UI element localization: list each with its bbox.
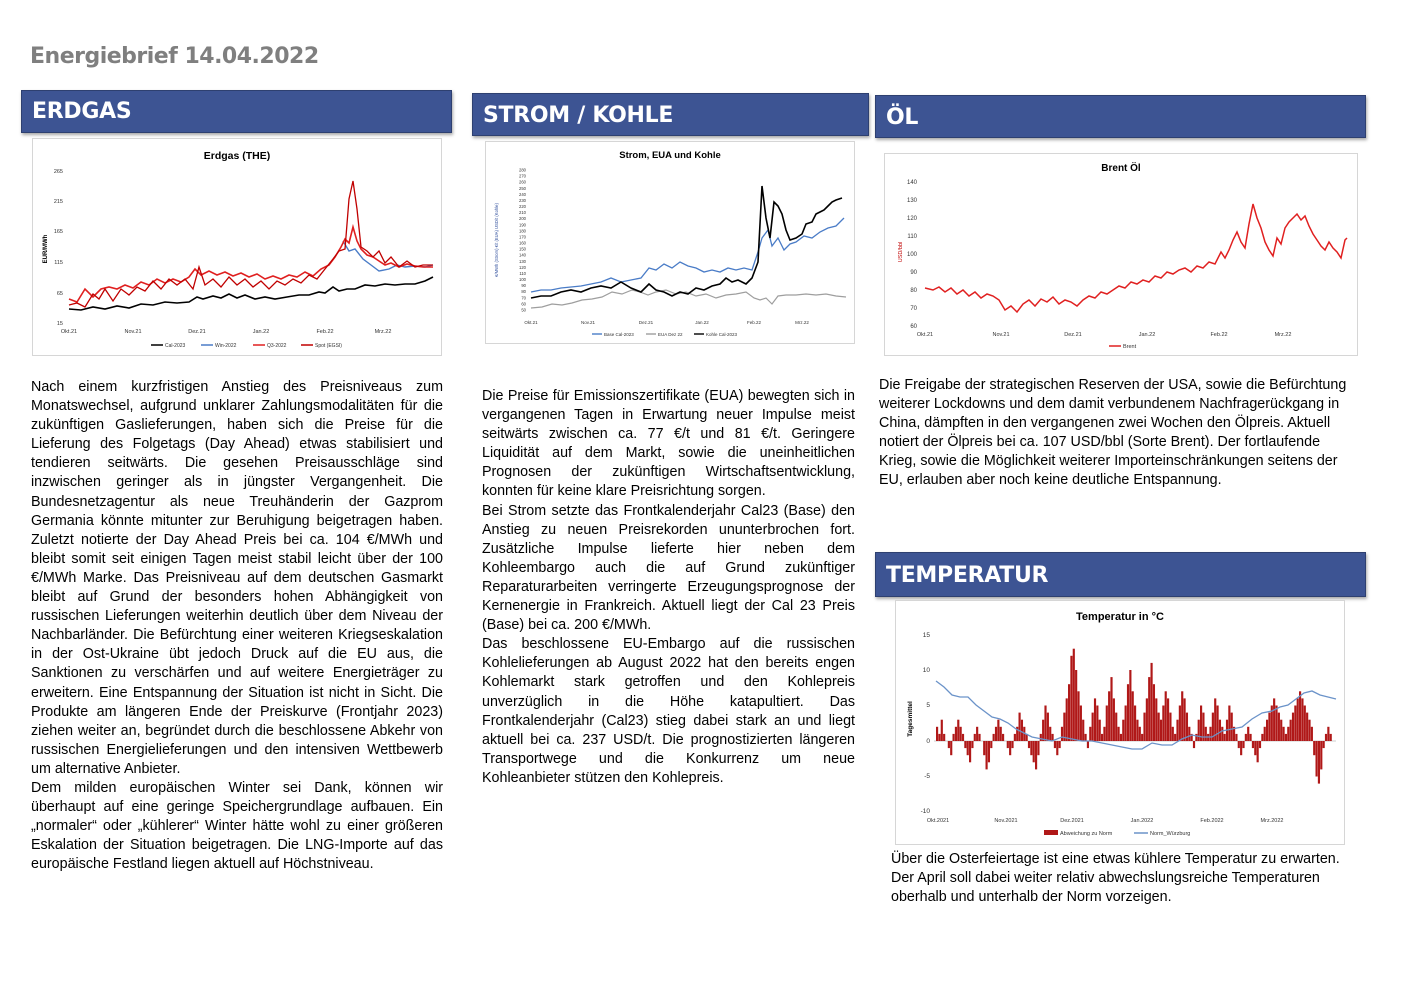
- deviation-bar: [941, 720, 943, 741]
- deviation-bar: [1238, 741, 1240, 748]
- x-tick: Dez.21: [188, 329, 206, 335]
- deviation-bar: [1101, 734, 1103, 741]
- deviation-bar: [1320, 741, 1322, 769]
- y-tick: -5: [924, 773, 930, 780]
- oel-text: [879, 376, 1357, 491]
- deviation-bar: [1037, 741, 1039, 755]
- x-tick: Feb.22: [316, 329, 334, 335]
- x-tick: Mrz.22: [795, 320, 809, 325]
- deviation-bar: [950, 741, 952, 755]
- x-tick: Okt.21: [60, 329, 78, 335]
- deviation-bar: [1224, 734, 1226, 741]
- deviation-bar: [988, 741, 990, 762]
- deviation-bar: [978, 734, 980, 741]
- deviation-bar: [1141, 734, 1143, 741]
- deviation-bar: [967, 741, 969, 755]
- deviation-bar: [1217, 706, 1219, 742]
- deviation-bar: [1092, 713, 1094, 741]
- deviation-bar: [1221, 727, 1223, 741]
- y-tick: 150: [519, 246, 526, 252]
- y-tick: 250: [519, 185, 526, 191]
- deviation-bar: [1148, 677, 1150, 741]
- deviation-bar: [1118, 727, 1120, 741]
- deviation-bar: [962, 734, 964, 741]
- series-cal-2023: [69, 277, 433, 310]
- deviation-bar: [1106, 706, 1108, 742]
- deviation-bar: [995, 727, 997, 741]
- deviation-bar: [1176, 720, 1178, 741]
- x-tick: Feb.22: [746, 320, 762, 325]
- deviation-bar: [1167, 698, 1169, 741]
- section-header-erdgas: ERDGAS: [21, 90, 452, 133]
- deviation-bar: [1061, 727, 1063, 741]
- deviation-bar: [1080, 706, 1082, 742]
- y-tick: 120: [519, 264, 526, 270]
- y-tick: 280: [519, 167, 526, 173]
- y-tick: 140: [519, 252, 526, 258]
- deviation-bar: [1287, 727, 1289, 741]
- deviation-bar: [1299, 691, 1301, 741]
- y-tick: 15: [922, 632, 930, 639]
- temperatur-chart: [895, 600, 1345, 845]
- deviation-bar: [1151, 663, 1153, 741]
- x-tick: Jan.2022: [1130, 818, 1154, 824]
- section-header-strom-kohle: STROM / KOHLE: [472, 93, 869, 136]
- deviation-bar: [948, 741, 950, 748]
- deviation-bar: [1313, 741, 1315, 755]
- y-tick: 100: [906, 252, 917, 258]
- x-tick: Okt.2021: [926, 818, 950, 824]
- x-tick: Okt.21: [916, 332, 934, 338]
- y-tick: 170: [519, 234, 526, 240]
- deviation-bar: [1099, 720, 1101, 741]
- deviation-bar: [1040, 734, 1042, 741]
- deviation-bar: [1087, 741, 1089, 748]
- legend: [151, 343, 342, 349]
- deviation-bar: [1075, 670, 1077, 741]
- deviation-bar: [1219, 720, 1221, 741]
- x-tick: Nov.2021: [994, 818, 1018, 824]
- y-tick: 180: [519, 228, 526, 234]
- deviation-bar: [1273, 698, 1275, 741]
- deviation-bar: [1143, 713, 1145, 741]
- deviation-bar: [1306, 713, 1308, 741]
- deviation-bar: [1044, 706, 1046, 742]
- deviation-bar: [1139, 727, 1141, 741]
- deviation-bar: [1068, 684, 1070, 741]
- deviation-bar: [1047, 713, 1049, 741]
- deviation-bar: [1132, 691, 1134, 741]
- deviation-bar: [1323, 741, 1325, 748]
- y-tick: 60: [521, 301, 526, 307]
- deviation-bar: [1292, 713, 1294, 741]
- deviation-bar: [1073, 649, 1075, 741]
- deviation-bar: [960, 727, 962, 741]
- deviation-bar: [983, 741, 985, 755]
- paragraph: Über die Osterfeiertage ist eine etwas kühlere Temperatur zu erwarten. Der April soll dabei weiter relativ abwechslungsreiche Temperaturen oberhalb und unterhalb der Norm vorzeigen.: [891, 851, 1340, 906]
- deviation-bar: [1327, 727, 1329, 741]
- deviation-bar: [1007, 741, 1009, 748]
- deviation-bar: [1266, 720, 1268, 741]
- deviation-bar: [1030, 741, 1032, 755]
- x-tick: Feb.22: [1210, 332, 1228, 338]
- deviation-bar: [1184, 698, 1186, 741]
- deviation-bar: [1089, 727, 1091, 741]
- y-tick: 65: [56, 291, 63, 297]
- deviation-bar: [1250, 734, 1252, 741]
- y-tick: 130: [519, 258, 526, 264]
- deviation-bar: [1011, 741, 1013, 748]
- y-tick: 240: [519, 191, 526, 197]
- erdgas-text: [31, 378, 443, 874]
- paragraph: Dem milden europäischen Winter sei Dank, können wir überhaupt auf eine geringe Speichergrundlage aufbauen. Ein „normaler“ oder „kühlerer“ Winter hätte wohl zu einer größeren Eskalation der Situation beigetragen. Die LNG-Importe auf das europäische Festland liegen aktuell auf Höchstniveau.: [31, 779, 443, 873]
- deviation-bar: [1316, 741, 1318, 777]
- legend: [1109, 344, 1137, 350]
- legend-label: Abweichung zu Norm: [1060, 831, 1113, 837]
- document-title: Energiebrief 14.04.2022: [30, 44, 319, 69]
- deviation-bar: [943, 734, 945, 741]
- deviation-bar: [1245, 734, 1247, 741]
- deviation-bar: [1085, 734, 1087, 741]
- deviation-bar: [964, 741, 966, 748]
- deviation-bar: [1110, 677, 1112, 741]
- deviation-bar: [1115, 713, 1117, 741]
- paragraph: Die Preise für Emissionszertifikate (EUA) bewegten sich in vergangenen Tagen in Erwartung neuer Impulse meist seitwärts zwischen ca. 77 €/t und 81 €/t. Geringere Liquidität auf dem Markt, sowie die uneinheitlichen Prognosen der zukünftigen Wirtschaftsentwicklung, konnten für keine klare Preisrichtung sorgen.: [482, 388, 855, 500]
- deviation-bar: [936, 727, 938, 741]
- x-tick: Dez.2021: [1060, 818, 1084, 824]
- deviation-bar: [1033, 741, 1035, 762]
- series-base-cal-2023: [531, 218, 844, 292]
- paragraph: Nach einem kurzfristigen Anstieg des Preisniveaus zum Monatswechsel, aufgrund unklarer Zahlungsmodalitäten für die zukünftigen Gaslieferungen, haben sich die Preise für die Lieferung des Folgetags (Day Ahead) etwas stabilisiert und tendieren seitwärts. Die gesehen Preisausschläge sind inzwischen geringer als in jüngster Vergangenheit. Die Bundesnetzagentur als neue Treuhänderin der Gazprom Germania könnte mitunter zur Beruhigung beigetragen haben. Zuletzt notierte der Day Ahead Preis bei ca. 104 €/MWh und bleibt somit seit einigen Tagen meist stabil leicht über der 100 €/MWh Marke. Das Preisniveau auf dem deutschen Gasmarkt bleibt auf Grund der besonders hohen Abhängigkeit von russischen Lieferungen weiterhin deutlich über dem Niveau der Nachbarländer. Die Befürchtung einer weiteren Kriegseskalation in der Ost-Ukraine übt jedoch Druck auf die EU aus, die Sanktionen zu verschärfen und auf weitere Energieträger zu erweitern. Eine Entspannung der Situation ist nicht in Sicht. Die Produkte am längeren Ende der Preiskurve (Frontjahr 2023) ziehen weiter an, begründet durch die beschlossene Abkehr von russischen Energielieferungen und den intensiven Wettbewerb um alternative Anbieter.: [31, 379, 443, 777]
- deviation-bar: [1096, 706, 1098, 742]
- deviation-bar: [1268, 713, 1270, 741]
- chart-title: Brent Öl: [1101, 163, 1141, 174]
- deviation-bar: [971, 741, 973, 748]
- deviation-bar: [1294, 706, 1296, 742]
- deviation-bar: [1094, 698, 1096, 741]
- deviation-bar: [1254, 741, 1256, 755]
- deviation-bar: [1259, 741, 1261, 748]
- x-tick: Jan.22: [695, 320, 709, 325]
- deviation-bar: [1103, 727, 1105, 741]
- legend-label: Kohle Cal-2023: [706, 332, 738, 337]
- y-tick: 10: [922, 667, 930, 674]
- x-tick: Dez.21: [1064, 332, 1082, 338]
- deviation-bar: [1261, 734, 1263, 741]
- deviation-bar: [1330, 734, 1332, 741]
- y-tick: 90: [521, 283, 526, 289]
- y-tick: 140: [906, 180, 917, 186]
- deviation-bar: [1169, 713, 1171, 741]
- y-tick: -10: [920, 808, 930, 815]
- y-axis-label: Tagesmittel: [907, 701, 914, 737]
- deviation-bar: [1200, 706, 1202, 742]
- legend-label: Cal-2023: [165, 343, 186, 349]
- deviation-bar: [1247, 727, 1249, 741]
- y-tick: 5: [926, 702, 930, 709]
- x-tick: Nov.21: [124, 329, 142, 335]
- x-tick: Feb.2022: [1200, 818, 1224, 824]
- deviation-bar: [1290, 720, 1292, 741]
- deviation-bar: [1160, 720, 1162, 741]
- y-tick: 230: [519, 197, 526, 203]
- y-tick: 270: [519, 173, 526, 179]
- y-tick: 265: [53, 169, 63, 175]
- deviation-bar: [1174, 734, 1176, 741]
- deviation-bar: [1028, 741, 1030, 748]
- y-axis-label: €/MWh (Strom) €/t (EUA) USD/t (Kohle): [494, 203, 499, 277]
- x-tick: Mrz.22: [1274, 332, 1292, 338]
- deviation-bar: [1056, 741, 1058, 755]
- y-tick: 260: [519, 179, 526, 185]
- paragraph: Die Freigabe der strategischen Reserven der USA, sowie die Befürchtung weiterer Lockdowns und dem damit verbundenem Nachfragerückgang in China, dämpften in den vergangenen zwei Wochen den Ölpreis. Aktuell notiert der Ölpreis bei ca. 107 USD/bbl (Sorte Brent). Der fortlaufende Krieg, sowie die Möglichkeit weiterer Importeinschränkungen seitens der EU, erlauben aber noch keine deutliche Entspannung.: [879, 377, 1347, 489]
- x-tick: Mrz.2022: [1260, 818, 1284, 824]
- y-tick: 110: [519, 270, 526, 276]
- x-tick: Jan.22: [252, 329, 270, 335]
- paragraph: Bei Strom setzte das Frontkalenderjahr Cal23 (Base) den Anstieg zu neuen Preisrekorden ununterbrochen fort. Zusätzliche Impulse lieferte hier neben dem Kohleembargo auch die auf Grund zukünftiger Reparaturarbeiten verringerte Erzeugungsprognose der Kernenergie in Frankreich. Aktuell liegt der Cal 23 Preis (Base) bei ca. 200 €/MWh.: [482, 502, 855, 634]
- y-tick: 15: [56, 321, 63, 327]
- x-tick: Jan.22: [1138, 332, 1156, 338]
- deviation-bar: [1070, 656, 1072, 741]
- y-tick: 80: [910, 288, 917, 294]
- y-tick: 110: [907, 234, 917, 240]
- deviation-bar: [1155, 698, 1157, 741]
- deviation-bar: [1275, 706, 1277, 742]
- deviation-bar: [955, 727, 957, 741]
- deviation-bar: [1021, 720, 1023, 741]
- deviation-bar: [969, 741, 971, 762]
- deviation-bar: [1179, 706, 1181, 742]
- x-tick: Nov.21: [581, 320, 595, 325]
- deviation-bar: [990, 741, 992, 748]
- deviation-bar: [1108, 691, 1110, 741]
- deviation-bar: [976, 727, 978, 741]
- legend-label: Q3-2022: [267, 343, 287, 349]
- deviation-bar: [1285, 734, 1287, 741]
- deviation-bar: [1059, 741, 1061, 748]
- strom-chart: [485, 141, 855, 344]
- deviation-bar: [1082, 720, 1084, 741]
- deviation-bar: [1054, 741, 1056, 748]
- deviation-bar: [1122, 720, 1124, 741]
- deviation-bar: [1000, 727, 1002, 741]
- y-tick: 215: [53, 199, 63, 205]
- deviation-bar: [1146, 698, 1148, 741]
- paragraph: Das beschlossene EU-Embargo auf die russischen Kohlelieferungen ab August 2022 hat den bereits engen Kohlemarkt stark getroffen und den Kohlepreis unverzüglich in die Höhe katapultiert. Das Frontkalenderjahr (Cal23) stieg dabei stark an und liegt aktuell bei ca. 237 USD/t. Die prognostizierten längeren Transportwege und die Konkurrenz um neue Kohleanbieter stützen den Kohlepreis.: [482, 636, 855, 786]
- deviation-bar: [1113, 698, 1115, 741]
- deviation-bar: [1325, 734, 1327, 741]
- section-header-oel: ÖL: [875, 95, 1366, 138]
- y-tick: 0: [926, 738, 930, 745]
- legend-label: Norm_Würzburg: [1150, 831, 1191, 837]
- deviation-bar: [1136, 720, 1138, 741]
- legend-label: Base Cal-2023: [604, 332, 634, 337]
- deviation-bar: [1120, 734, 1122, 741]
- deviation-bar: [1165, 691, 1167, 741]
- deviation-bar: [1301, 698, 1303, 741]
- deviation-bar: [1264, 727, 1266, 741]
- deviation-bar: [1235, 734, 1237, 741]
- deviation-bar: [1193, 741, 1195, 748]
- y-tick: 160: [519, 240, 526, 246]
- deviation-bar: [1049, 727, 1051, 741]
- deviation-bar: [1042, 720, 1044, 741]
- y-tick: 60: [910, 324, 917, 330]
- y-tick: 80: [521, 289, 526, 295]
- deviation-bar: [1134, 706, 1136, 742]
- legend: [1044, 830, 1190, 837]
- y-tick: 70: [521, 295, 526, 301]
- y-tick: 115: [54, 260, 63, 266]
- deviation-bar: [1252, 741, 1254, 748]
- y-tick: 220: [519, 204, 526, 210]
- deviation-bar: [1198, 720, 1200, 741]
- y-tick: 165: [53, 229, 63, 235]
- chart-title: Temperatur in °C: [1076, 611, 1164, 623]
- deviation-bar: [1158, 713, 1160, 741]
- chart-title: Strom, EUA und Kohle: [619, 150, 721, 161]
- deviation-bar: [1240, 741, 1242, 755]
- deviation-bar: [1172, 727, 1174, 741]
- deviation-bar: [1242, 741, 1244, 748]
- deviation-bar: [1153, 684, 1155, 741]
- y-tick: 200: [519, 216, 526, 222]
- deviation-bars: [936, 649, 1332, 784]
- deviation-bar: [1228, 706, 1230, 742]
- legend-label: Spot (EGSI): [315, 343, 342, 349]
- deviation-bar: [1162, 706, 1164, 742]
- deviation-bar: [1066, 698, 1068, 741]
- legend: [592, 332, 738, 337]
- temperatur-text: [891, 850, 1346, 907]
- section-header-temperatur: TEMPERATUR: [875, 552, 1366, 597]
- chart-title: Erdgas (THE): [203, 150, 271, 162]
- deviation-bar: [1129, 670, 1131, 741]
- deviation-bar: [1019, 713, 1021, 741]
- deviation-bar: [1280, 720, 1282, 741]
- y-axis-label: EUR/MWh: [43, 234, 49, 264]
- deviation-bar: [1195, 734, 1197, 741]
- series-spot-egsi: [69, 181, 433, 307]
- legend-label: Brent: [1123, 344, 1137, 350]
- brent-chart: [884, 153, 1358, 356]
- deviation-bar: [957, 720, 959, 741]
- y-tick: 90: [910, 270, 917, 276]
- y-tick: 210: [519, 210, 526, 216]
- y-tick: 130: [906, 198, 917, 204]
- series-brent: [925, 204, 1347, 312]
- deviation-bar: [1318, 741, 1320, 784]
- deviation-bar: [986, 741, 988, 769]
- deviation-bar: [1188, 727, 1190, 741]
- y-tick: 50: [521, 307, 526, 313]
- deviation-bar: [1297, 698, 1299, 741]
- deviation-bar: [1278, 713, 1280, 741]
- legend-label: EUA Dez 22: [658, 332, 683, 337]
- deviation-bar: [974, 734, 976, 741]
- deviation-bar: [1077, 691, 1079, 741]
- deviation-bar: [997, 720, 999, 741]
- x-tick: Mrz.22: [374, 329, 392, 335]
- y-tick: 120: [906, 216, 917, 222]
- x-tick: Okt.21: [524, 320, 538, 325]
- deviation-bar: [1257, 741, 1259, 762]
- deviation-bar: [1308, 720, 1310, 741]
- deviation-bar: [1014, 734, 1016, 741]
- y-tick: 190: [519, 222, 526, 228]
- deviation-bar: [953, 734, 955, 741]
- deviation-bar: [1283, 727, 1285, 741]
- deviation-bar: [938, 734, 940, 741]
- legend-label: Win-2022: [215, 343, 237, 349]
- deviation-bar: [1002, 734, 1004, 741]
- deviation-bar: [1181, 691, 1183, 741]
- deviation-bar: [1009, 741, 1011, 755]
- strom-text: [482, 387, 855, 788]
- deviation-bar: [993, 734, 995, 741]
- deviation-bar: [1205, 727, 1207, 741]
- deviation-bar: [1125, 706, 1127, 742]
- deviation-bar: [1127, 684, 1129, 741]
- deviation-bar: [1209, 727, 1211, 741]
- y-tick: 70: [910, 306, 917, 312]
- erdgas-chart: [32, 138, 442, 356]
- deviation-bar: [1231, 713, 1233, 741]
- y-tick: 100: [519, 277, 526, 283]
- deviation-bar: [1304, 706, 1306, 742]
- x-tick: Dez.21: [638, 320, 654, 325]
- deviation-bar: [1035, 741, 1037, 769]
- y-axis-label: USD/bbl: [898, 241, 904, 263]
- deviation-bar: [1311, 727, 1313, 741]
- x-tick: Nov.21: [992, 332, 1010, 338]
